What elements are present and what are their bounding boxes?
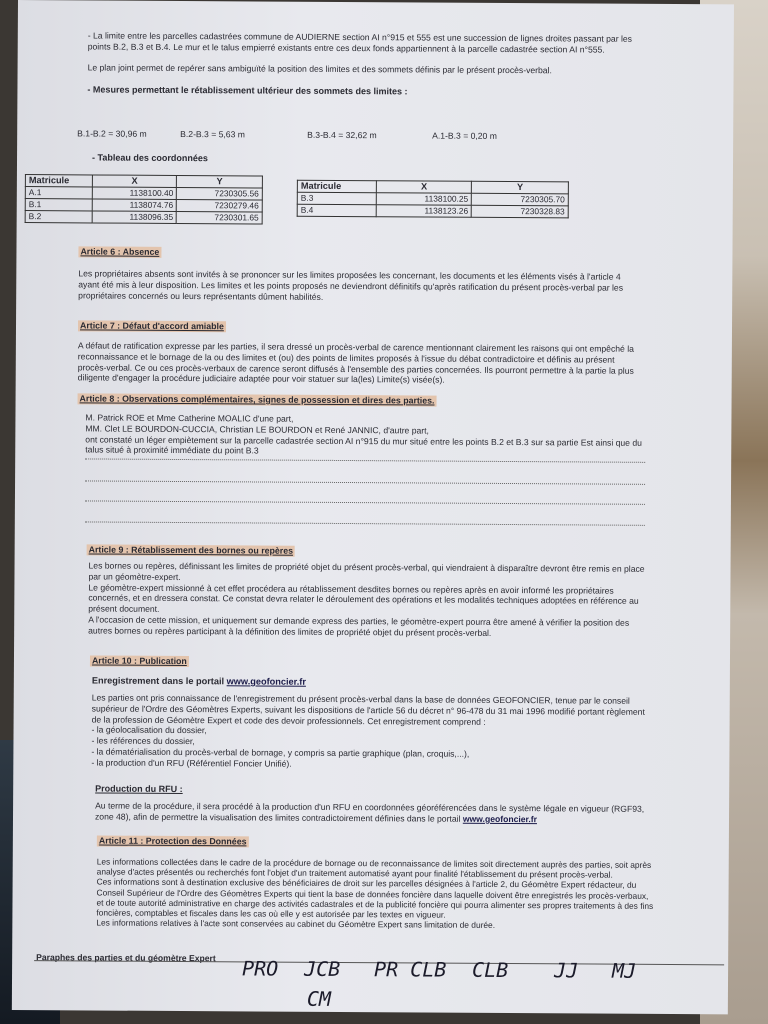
article-11-paragraph: Les informations relatives à l'acte sont conservées au cabinet du Géomètre Expert sans limitation de durée.: [96, 917, 496, 931]
col-header-matricule: Matricule: [25, 175, 92, 187]
mesures-row: [77, 128, 677, 144]
enregistrement-line: [92, 675, 306, 687]
cell-y: 7230301.65: [177, 211, 263, 224]
rfu-text: Au terme de la procédure, il sera procédé à la production d'un RFU en coordonnées géoréférencées dans le système légale en vigueur (RGF93, zone 48), afin de permettre la visualisation des limites contradictoirement définies dans le portail: [94, 800, 645, 824]
col-header-x: X: [92, 175, 177, 188]
mesure-item: B.3-B.4 = 32,62 m: [307, 129, 377, 141]
initial-signature: PR CLB: [374, 957, 447, 982]
mesure-item: B.1-B.2 = 30,96 m: [77, 128, 147, 139]
article-8-line-3: ont constaté un léger empiètement sur la parcelle cadastrée section AI n°915 du mur situé entre les points B.2 et B.3 sur sa partie Est ainsi que du talus situé à proximité immédiate du point B.3: [85, 434, 642, 456]
table-row: [297, 204, 568, 218]
rfu-block: [95, 800, 655, 825]
article-8-block: [85, 412, 645, 459]
cell-matricule: B.3: [297, 192, 376, 204]
article-9-paragraph: Le géomètre-expert missionné à cet effet procédera au rétablissement desdites bornes ou repères après en avoir informé les propriétaires concernés, et en dressera constat. Ce constat devra relater le déroulement des opérations et les modalités techniques adoptées en référence au présent document.: [88, 582, 639, 615]
col-header-matricule: Matricule: [297, 180, 376, 192]
initial-signature: CLB: [472, 957, 509, 983]
article-11-heading: Article 11 : Protection des Données: [97, 835, 249, 847]
list-item: - la dématérialisation du procès-verbal de bornage, y compris sa partie graphique (plan, croquis,...),: [91, 746, 470, 759]
article-8-line-2: MM. Clet LE BOURDON-CUCCIA, Christian LE BOURDON et René JANNIC, d'autre part,: [85, 423, 429, 436]
article-6-text: Les propriétaires absents sont invités à se prononcer sur les limites proposées les concernant, les documents et les éléments visés à l'article 4 ayant été mis à leur disposition. Les limites et les points proposés ne deviendront définitifs qu'après ratification du présent procès-verbal par les propriétaires concernés ou leurs représentants dûment habilités.: [78, 268, 624, 302]
cell-x: 1138123.26: [376, 205, 471, 218]
document-page: [12, 0, 734, 1014]
dotted-line: [85, 500, 645, 504]
tableau-title: - Tableau des coordonnées: [92, 152, 208, 164]
initial-signature: JJ: [554, 958, 579, 983]
col-header-x: X: [376, 181, 471, 194]
list-item: - la géolocalisation du dossier,: [91, 724, 207, 736]
article-8-line-1: M. Patrick ROE et Mme Catherine MOALIC d'une part,: [85, 412, 294, 424]
cell-x: 1138100.40: [92, 187, 177, 200]
dotted-line: [85, 458, 645, 462]
cell-x: 1138100.25: [376, 193, 471, 206]
cell-matricule: B.1: [25, 199, 92, 211]
article-10-paragraph: Les parties ont pris connaissance de l'enregistrement du présent procès-verbal dans la base de données GEOFONCIER, tenue par le conseil supérieur de l'Ordre des Géomètres Experts, suivant les dispositions de l'article 56 du décret n° 96-478 du 31 mai 1996 modifié portant règlement de la profession de Géomètre Expert et code des devoir professionnels. Cet enregistrement comprend :: [91, 692, 645, 727]
initial-signature: JCB: [304, 956, 341, 981]
cell-y: 7230328.83: [472, 205, 569, 218]
intro-paragraph-limit: - La limite entre les parcelles cadastrées commune de AUDIERNE section AI n°915 et 555 est une succession de lignes droites passant par les points B.2, B.3 et B.4. Le mur et le talus empierré existants entre ces deux fonds appartiennent à la parcelle cadastrée section AI n°555.: [87, 30, 632, 55]
col-header-y: Y: [472, 181, 569, 194]
coord-table-2: [297, 180, 569, 219]
article-10-block: [91, 692, 651, 771]
geofoncier-link[interactable]: www.geofoncier.fr: [462, 813, 538, 824]
article-9-heading: Article 9 : Rétablissement des bornes ou repères: [87, 544, 295, 556]
initial-signature: MJ: [612, 958, 637, 983]
article-7-heading: Article 7 : Défaut d'accord amiable: [78, 320, 226, 332]
cell-y: 7230305.70: [472, 193, 569, 206]
col-header-y: Y: [177, 175, 263, 188]
enregistrement-label: Enregistrement dans le portail: [91, 675, 225, 687]
article-6-heading: Article 6 : Absence: [78, 246, 161, 257]
article-7-text: A défaut de ratification expresse par les parties, il sera dressé un procès-verbal de carence mentionnant clairement les raisons qui ont empêché la reconnaissance et le bornage de la ou des limites et (ou) des points de limites proposés à l'issue du débat contradictoire et définis au présent procès-verbal. Ce ou ces procès-verbaux de carence seront diffusés à l'ensemble des parties concernées. Ils pourront permettre à la partie la plus diligente d'engager la procédure judiciaire adaptée pour voir statuer sur la(les) Limite(s) visée(s).: [77, 340, 634, 386]
mesures-title: - Mesures permettant le rétablissement ultérieur des sommets des limites :: [87, 84, 408, 97]
list-item: - les références du dossier,: [91, 735, 195, 747]
geofoncier-link[interactable]: www.geofoncier.fr: [226, 676, 306, 687]
article-9-paragraph: Les bornes ou repères, définissant les limites de propriété objet du présent procès-verbal, qui viendraient à disparaître devront être remis en place par un géomètre-expert.: [88, 560, 645, 582]
cell-matricule: B.4: [297, 204, 376, 216]
cell-matricule: B.2: [25, 211, 92, 223]
article-10-heading: Article 10 : Publication: [90, 655, 189, 666]
cell-x: 1138074.76: [92, 199, 177, 212]
coord-table-1: [25, 174, 263, 224]
cell-matricule: A.1: [25, 187, 92, 199]
dotted-line: [85, 480, 645, 484]
article-11-paragraph: Ces informations sont à destination exclusive des bénéficiaires de droit sur les parcelles désignées à l'article 2, du Géomètre Expert rédacteur, du Conseil Supérieur de l'Ordre des Géomètres Experts qui tient la base de données foncière dans laquelle doivent être enregistrés les procès-verbaux, et de toute autorité administrative en charge des activités cadastrales et de la publicité foncière qui pourra alimenter ses propres traitements à des fins foncières, comptables et fiscales dans les cas où elle y est autorisée par les textes en vigueur.: [96, 876, 654, 920]
initial-signature: CM: [306, 986, 332, 1011]
mesure-item: B.2-B.3 = 5,63 m: [180, 128, 245, 140]
cell-x: 1138096.35: [92, 211, 177, 224]
article-11-paragraph: Les informations collectées dans le cadre de la procédure de bornage ou de reconnaissance de limites soit directement auprès des parties, soit après analyse d'actes présentés ou recherchés font l'objet d'un traitement automatisé ayant pour finalité l'établissement du présent procès-verbal.: [96, 856, 652, 880]
intro-paragraph-plan: Le plan joint permet de repérer sans ambiguïté la position des limites et des sommets définis par le présent procès-verbal.: [87, 62, 552, 75]
paraphes-label: Paraphes des parties et du géomètre Expert: [36, 952, 216, 964]
table-row: [25, 211, 262, 224]
article-11-block: [96, 856, 656, 931]
rfu-title: Production du RFU :: [95, 783, 183, 795]
article-8-heading: Article 8 : Observations complémentaires, signes de possession et dires des parties.: [78, 393, 437, 406]
cell-y: 7230305.56: [177, 187, 263, 200]
cell-y: 7230279.46: [177, 199, 263, 212]
initial-signature: PRO: [242, 956, 279, 981]
mesure-item: A.1-B.3 = 0,20 m: [432, 130, 497, 141]
intro-block: [87, 30, 647, 99]
list-item: - la production d'un RFU (Référentiel Foncier Unifié).: [91, 757, 292, 769]
dotted-line: [85, 521, 645, 525]
article-9-paragraph: A l'occasion de cette mission, et uniquement sur demande express des parties, le géomètre-expert pourra être amené à vérifier la position des autres bornes ou repères participant à la définition des limites de propriété objet du présent procès-verbal.: [88, 614, 630, 638]
article-9-block: [88, 560, 648, 639]
